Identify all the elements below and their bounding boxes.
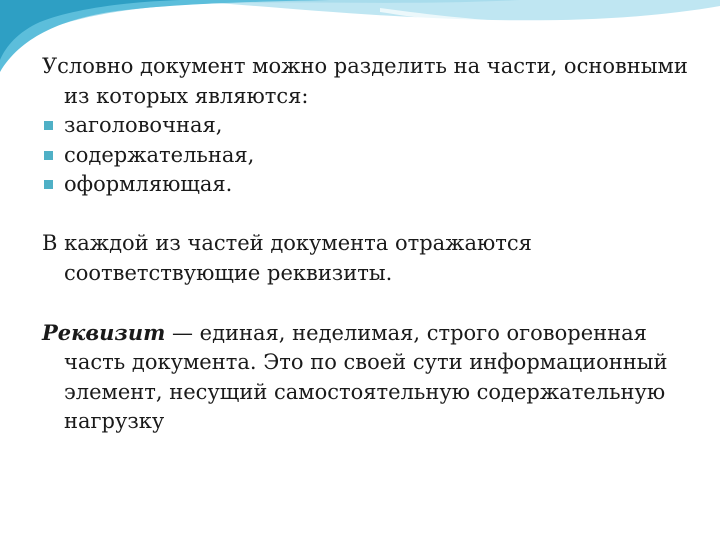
list-item-text: содержательная, — [64, 142, 255, 167]
definition-paragraph — [42, 318, 692, 437]
list-item — [42, 111, 692, 141]
spacer — [42, 288, 692, 318]
square-bullet-icon — [44, 180, 53, 189]
parts-list — [42, 111, 692, 200]
square-bullet-icon — [44, 121, 53, 130]
list-item-text: заголовочная, — [64, 113, 223, 137]
square-bullet-icon — [44, 151, 53, 160]
slide-body — [42, 52, 692, 437]
spacer — [42, 200, 692, 230]
list-item-text: оформляющая. — [64, 172, 233, 196]
definition-text: — единая, неделимая, строго оговоренная часть документа. Это по своей сути информационный элемент, несущий самостоятельную содержательную нагрузку — [64, 320, 668, 433]
requisites-paragraph: В каждой из частей документа отражаются соответствующие реквизиты. — [42, 231, 532, 285]
list-item — [42, 170, 692, 200]
definition-term: Реквизит — [42, 319, 166, 345]
intro-paragraph: Условно документ можно разделить на части, основными из которых являются: — [42, 54, 688, 108]
list-item — [42, 141, 692, 171]
